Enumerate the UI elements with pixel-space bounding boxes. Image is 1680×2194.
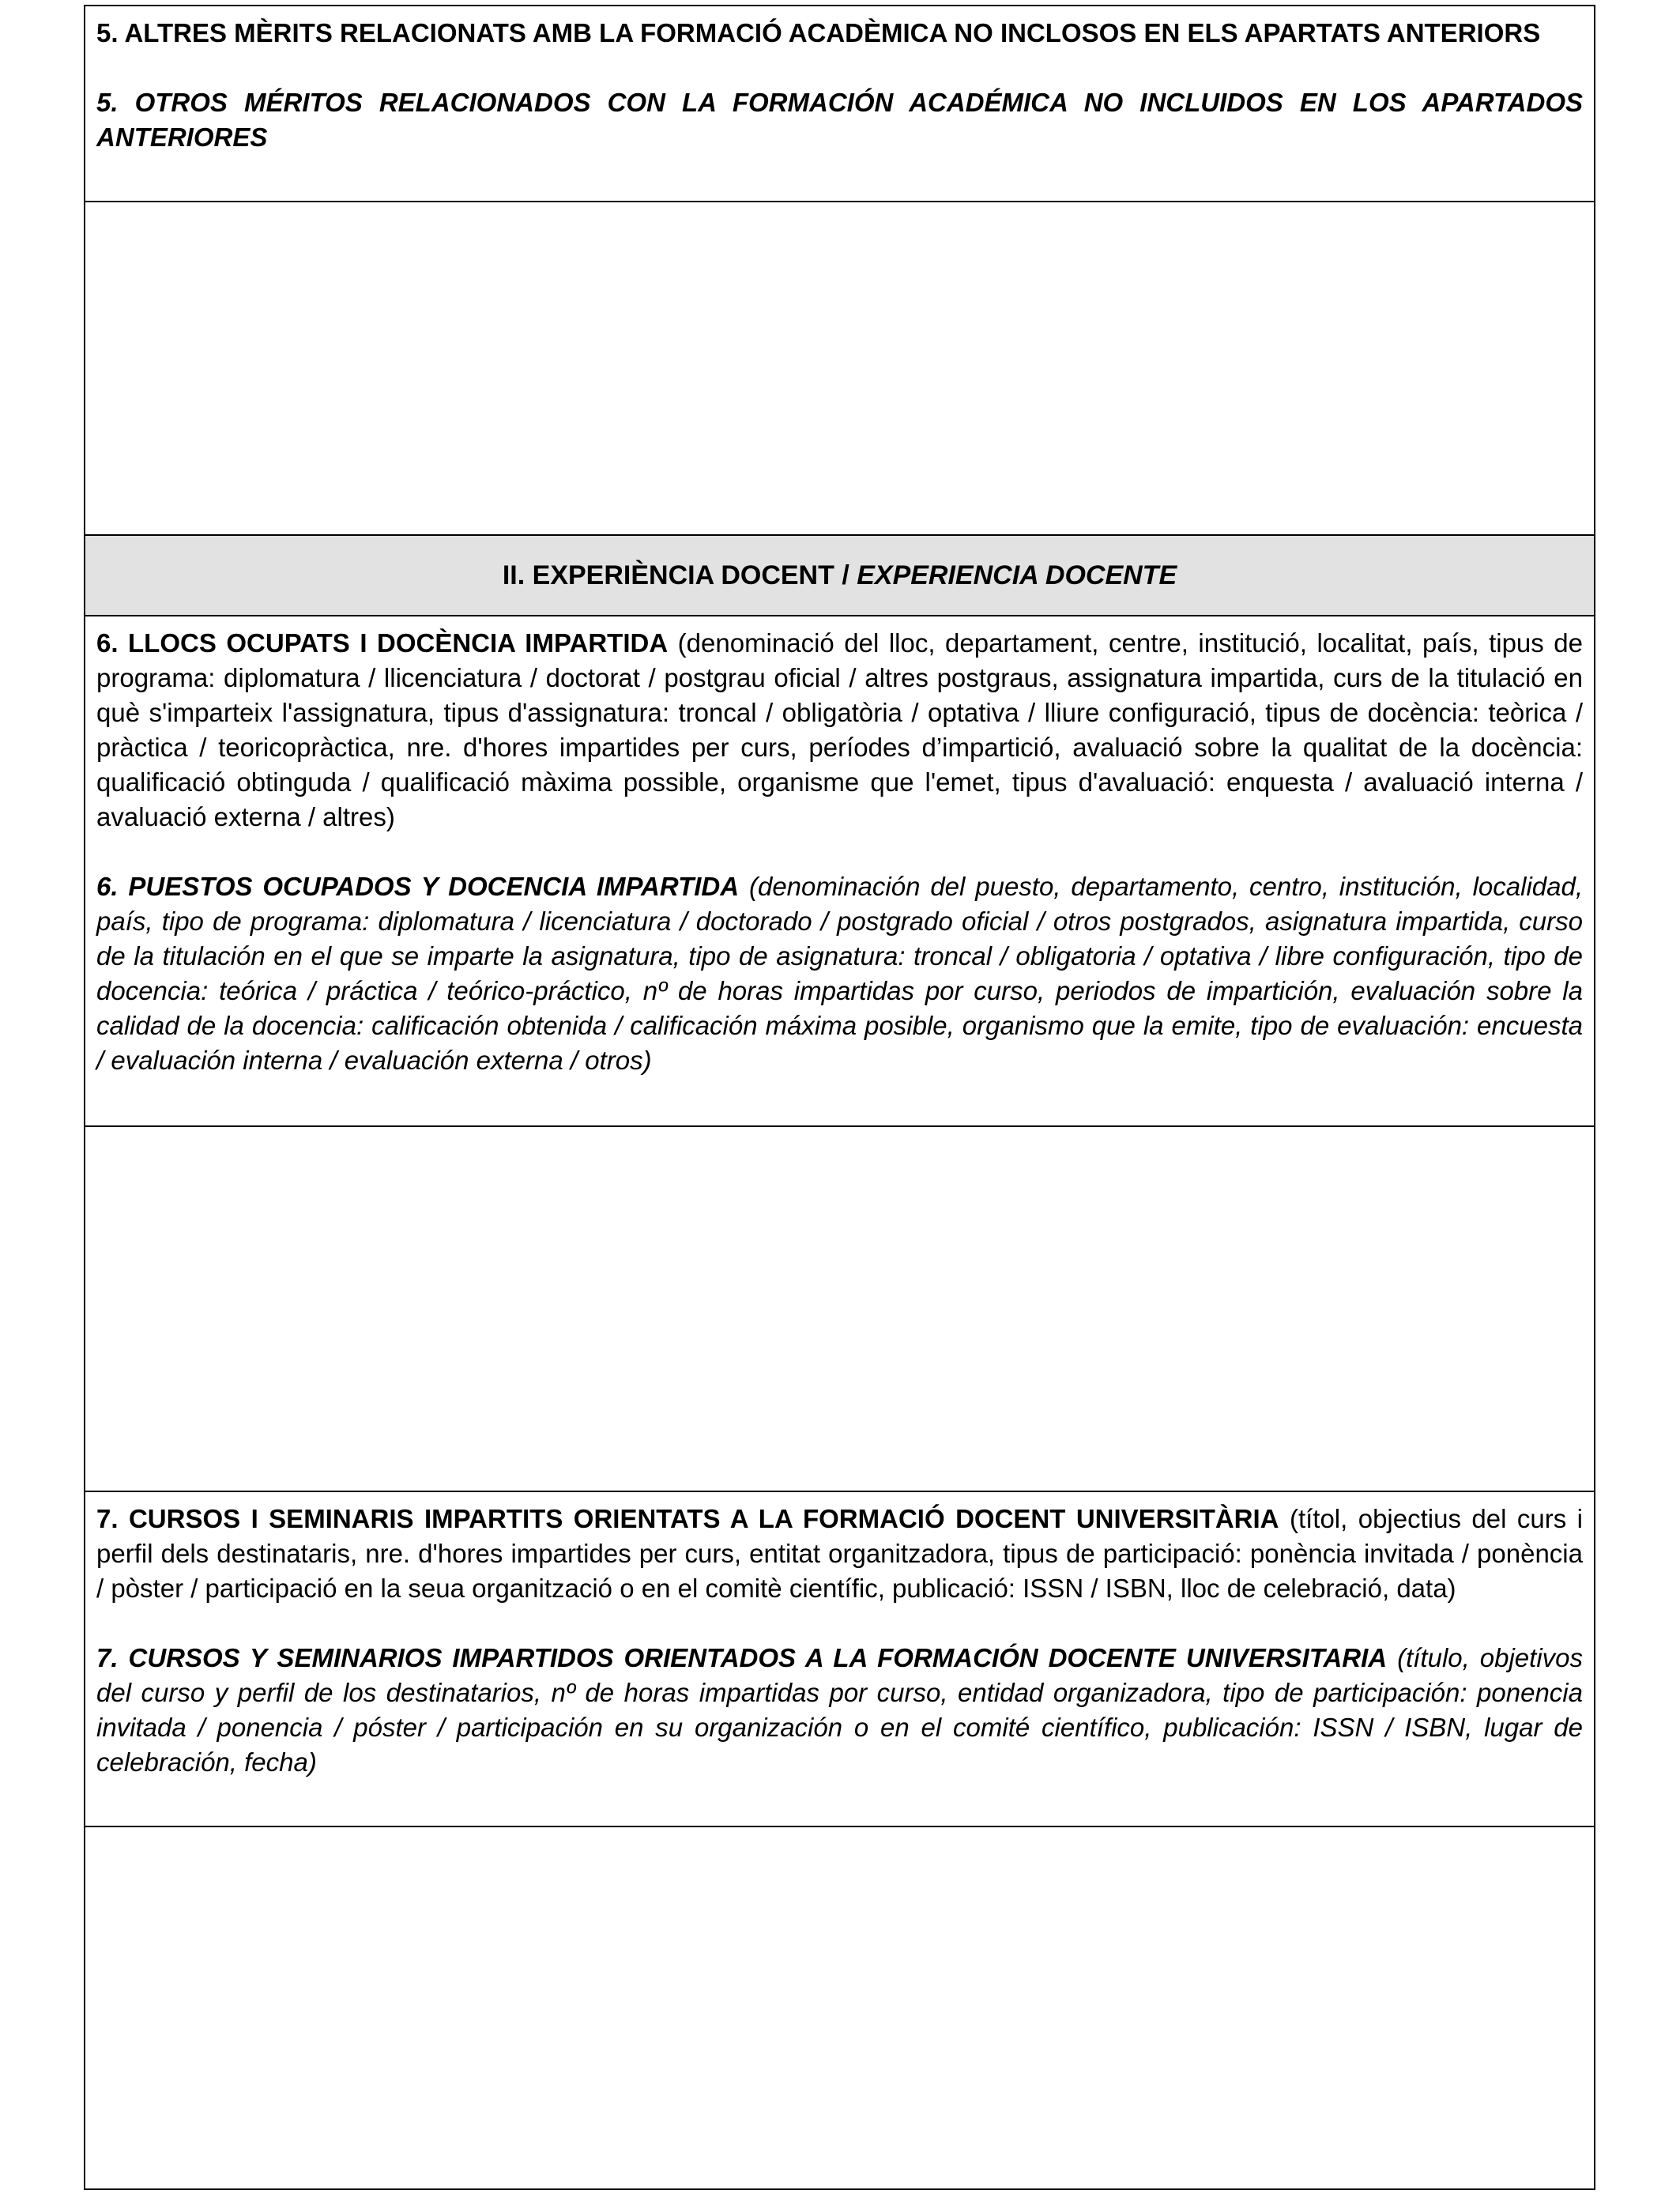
section-5-heading-cell [85,6,1594,202]
section-ii-title-es: EXPERIENCIA DOCENTE [857,560,1177,590]
section-7-desc-es: (título, objetivos del curso y perfil de los destinatarios, nº de horas impartidas por curso, entidad organizadora, tipo de participación: ponencia invitada / ponencia / póster / participación en su organización o en el comité científico, publicación: ISSN / ISBN, lugar de celebración, fecha) [96,1643,1584,1777]
section-7-answer-field[interactable] [85,1827,1594,2188]
section-6-heading-ca: 6. LLOCS OCUPATS I DOCÈNCIA IMPARTIDA [96,628,669,658]
section-6-heading-cell [85,616,1594,1127]
section-5-heading-ca: 5. ALTRES MÈRITS RELACIONATS AMB LA FORMACIÓ ACADÈMICA NO INCLOSOS EN ELS APARTATS ANTERIORS [96,18,1541,47]
section-ii-title-ca: II. EXPERIÈNCIA DOCENT / [502,560,857,590]
section-5-answer-text [85,202,1594,212]
section-7-paragraph-es [96,1641,1583,1780]
section-6-heading-es: 6. PUESTOS OCUPADOS Y DOCENCIA IMPARTIDA [96,872,740,901]
section-7-answer-text [85,1827,1594,1837]
section-7-desc-ca: (títol, objectius del curs i perfil dels destinataris, nre. d'hores impartides per curs, entitat organitzadora, tipus de participació: ponència invitada / ponència / pòster / participació en la seua organització o en el comitè científic, publicació: ISSN / ISBN, lloc de celebració, data) [96,1504,1583,1603]
section-7-heading-ca: 7. CURSOS I SEMINARIS IMPARTITS ORIENTATS A LA FORMACIÓ DOCENT UNIVERSITÀRIA [96,1504,1279,1533]
section-6-desc-es: (denominación del puesto, departamento, centro, institución, localidad, país, tipo de programa: diplomatura / licenciatura / doctorado / postgrado oficial / otros postgrados, asignatura impartida, curso de la titulación en el que se imparte la asignatura, tipo de asignatura: troncal / obligatoria / optativa / libre configuración, tipo de docencia: teórica / práctica / teórico-práctico, nº de horas impartidas por curso, periodos de impartición, evaluación sobre la calidad de la docencia: calificación obtenida / calificación máxima posible, organismo que la emite, tipo de evaluación: encuesta / evaluación interna / evaluación externa / otros) [96,872,1584,1075]
section-7-paragraph-ca [96,1502,1583,1606]
section-5-answer-field[interactable] [85,202,1594,536]
section-ii-title-band [85,536,1594,616]
section-6-paragraph-es [96,869,1583,1078]
section-7-heading-cell [85,1492,1594,1827]
section-6-desc-ca: (denominació del lloc, departament, centre, institució, localitat, país, tipus de programa: diplomatura / llicenciatura / doctorat / postgrau oficial / altres postgraus, assignatura impartida, curs de la titulació en què s'imparteix l'assignatura, tipus d'assignatura: troncal / obligatòria / optativa / lliure configuració, tipus de docència: teòrica / pràctica / teoricopràctica, nre. d'hores impartides per curs, períodes d’impartició, avaluació sobre la qualitat de la docència: qualificació obtinguda / qualificació màxima possible, organisme que l'emet, tipus d'avaluació: enquesta / avaluació interna / avaluació externa / altres) [96,628,1583,831]
section-7-heading-es: 7. CURSOS Y SEMINARIOS IMPARTIDOS ORIENTADOS A LA FORMACIÓN DOCENTE UNIVERSITARIA [96,1643,1388,1672]
section-6-answer-text [85,1127,1594,1137]
section-5-heading-es: 5. OTROS MÉRITOS RELACIONADOS CON LA FORMACIÓN ACADÉMICA NO INCLUIDOS EN LOS APARTADOS ANTERIORES [96,88,1583,152]
section-6-answer-field[interactable] [85,1127,1594,1492]
section-6-paragraph-ca [96,626,1583,835]
cv-form-table [84,5,1595,2190]
